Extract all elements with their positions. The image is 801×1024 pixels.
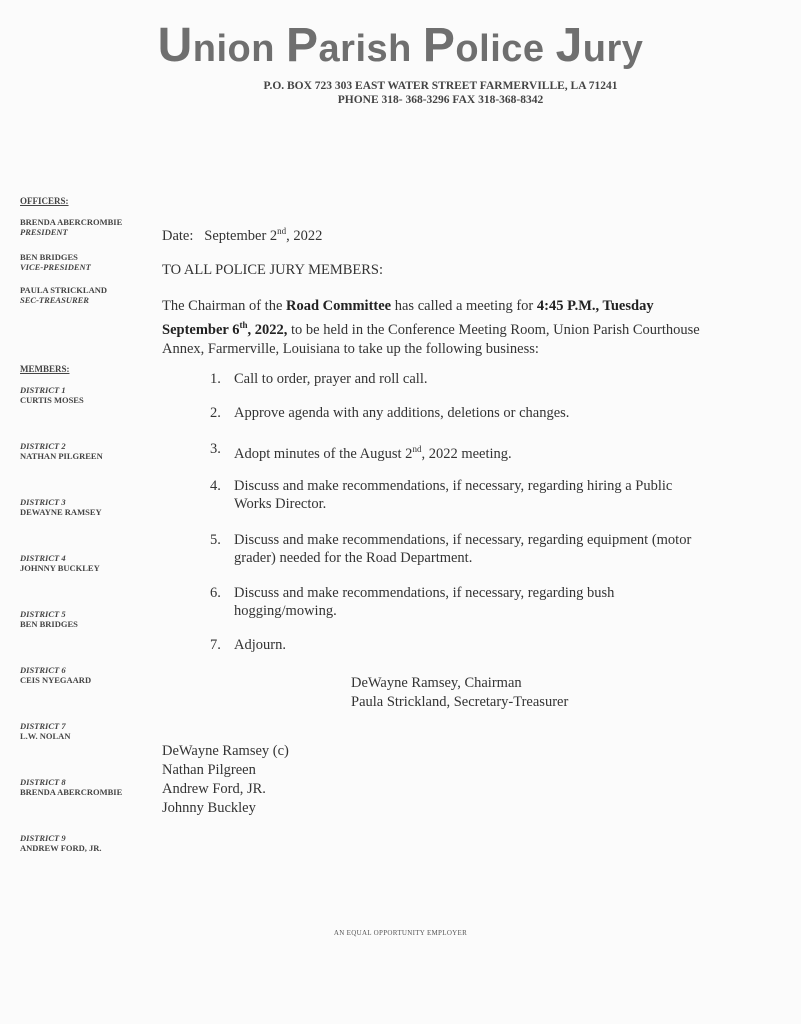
member-district-2: [20, 441, 103, 461]
agenda-number: 5.: [210, 532, 221, 548]
committee-members: [162, 742, 289, 818]
date-year: , 2022: [286, 227, 323, 244]
member-district-9: [20, 833, 102, 853]
officer-name: PAULA STRICKLAND: [20, 285, 107, 295]
greeting: TO ALL POLICE JURY MEMBERS:: [162, 262, 384, 278]
agenda-text: Discuss and make recommendations, if necessary, regarding equipment (motor grader) needed for the Road Department.: [234, 532, 692, 566]
district-label: DISTRICT 1: [20, 385, 66, 395]
members-heading: MEMBERS:: [20, 364, 70, 374]
member-name: NATHAN PILGREEN: [20, 451, 103, 461]
agenda-item: [210, 531, 700, 567]
committee-member: Andrew Ford, JR.: [162, 781, 266, 797]
district-label: DISTRICT 5: [20, 609, 66, 619]
officers-heading: OFFICERS:: [20, 196, 69, 206]
date-label: Date:: [162, 227, 194, 244]
title-rest-arish: arish: [318, 28, 423, 70]
district-label: DISTRICT 3: [20, 497, 66, 507]
agenda-item: [210, 636, 710, 654]
signature-block: [351, 674, 568, 712]
district-label: DISTRICT 6: [20, 665, 66, 675]
agenda-item: [210, 440, 710, 463]
footer-eoe: AN EQUAL OPPORTUNITY EMPLOYER: [333, 929, 468, 937]
agenda-item: [210, 477, 680, 513]
member-district-6: [20, 665, 91, 685]
title-initial-u: U: [157, 19, 193, 72]
officer-name: BRENDA ABERCROMBIE: [20, 217, 123, 227]
member-district-3: [20, 497, 102, 517]
agenda-text: Adopt minutes of the August 2nd, 2022 meeting.: [234, 444, 512, 462]
member-name: CURTIS MOSES: [20, 395, 84, 405]
district-label: DISTRICT 2: [20, 441, 66, 451]
date-month-day: September 2: [204, 227, 278, 244]
title-rest-olice: olice: [455, 28, 556, 70]
officer-sec-treasurer: [20, 285, 107, 305]
agenda-number: 6.: [210, 585, 221, 601]
agenda-text: Adjourn.: [234, 637, 286, 653]
agenda-text: Discuss and make recommendations, if necessary, regarding hiring a Public Works Director.: [234, 478, 673, 512]
meeting-time: 4:45 P.M., Tuesday September 6th, 2022,: [162, 298, 654, 338]
date-suffix: nd: [277, 226, 287, 236]
member-name: JOHNNY BUCKLEY: [20, 563, 100, 573]
member-district-7: [20, 721, 70, 741]
officer-role: PRESIDENT: [20, 227, 68, 237]
signature-chairman: DeWayne Ramsey, Chairman: [351, 675, 522, 691]
agenda-text: Approve agenda with any additions, deletions or changes.: [234, 405, 570, 421]
agenda-item: [210, 404, 710, 422]
officer-role: VICE-PRESIDENT: [20, 262, 91, 272]
agenda-item: [210, 584, 660, 620]
agenda-number: 3.: [210, 441, 221, 457]
letter-date: [162, 226, 322, 245]
intro-paragraph: The Chairman of the Road Committee has called a meeting for 4:45 P.M., Tuesday September 6th, 2022, to be held in the Conference Meeting Room, Union Parish Courthouse Annex, Farmerville, Louisiana to take up the following business:: [162, 298, 700, 357]
member-name: BRENDA ABERCROMBIE: [20, 787, 123, 797]
district-label: DISTRICT 4: [20, 553, 66, 563]
signature-secretary: Paula Strickland, Secretary-Treasurer: [351, 694, 569, 710]
member-name: ANDREW FORD, JR.: [20, 843, 102, 853]
district-label: DISTRICT 8: [20, 777, 66, 787]
officer-role: SEC-TREASURER: [20, 295, 89, 305]
member-district-4: [20, 553, 100, 573]
member-district-1: [20, 385, 84, 405]
member-name: BEN BRIDGES: [20, 619, 78, 629]
member-name: CEIS NYEGAARD: [20, 675, 92, 685]
member-district-5: [20, 609, 78, 629]
committee-member: Johnny Buckley: [162, 800, 256, 816]
agenda-number: 1.: [210, 371, 221, 387]
agenda-text: Discuss and make recommendations, if necessary, regarding bush hogging/mowing.: [234, 585, 615, 619]
title-initial-j: J: [555, 19, 583, 72]
officer-vice-president: [20, 252, 91, 272]
member-name: DEWAYNE RAMSEY: [20, 507, 102, 517]
district-label: DISTRICT 7: [20, 721, 66, 731]
agenda-number: 7.: [210, 637, 221, 653]
agenda-item: [210, 370, 710, 388]
phone-line: PHONE 318- 368-3296 FAX 318-368-8342: [337, 94, 544, 106]
agenda-text: Call to order, prayer and roll call.: [234, 371, 428, 387]
address-line: P.O. BOX 723 303 EAST WATER STREET FARMERVILLE, LA 71241: [263, 80, 618, 92]
letterhead-title: [0, 18, 801, 73]
officer-president: [20, 217, 122, 237]
agenda-number: 4.: [210, 478, 221, 494]
committee-member: DeWayne Ramsey (c): [162, 743, 289, 759]
member-name: L.W. NOLAN: [20, 731, 71, 741]
committee-member: Nathan Pilgreen: [162, 762, 256, 778]
title-initial-p2: P: [422, 19, 456, 72]
member-district-8: [20, 777, 122, 797]
committee-name: Road Committee: [286, 298, 392, 314]
title-initial-p1: P: [286, 19, 319, 72]
title-rest-ury: ury: [582, 28, 644, 70]
officer-name: BEN BRIDGES: [20, 252, 78, 262]
title-rest-nion: nion: [192, 28, 286, 70]
agenda-number: 2.: [210, 405, 221, 421]
district-label: DISTRICT 9: [20, 833, 66, 843]
